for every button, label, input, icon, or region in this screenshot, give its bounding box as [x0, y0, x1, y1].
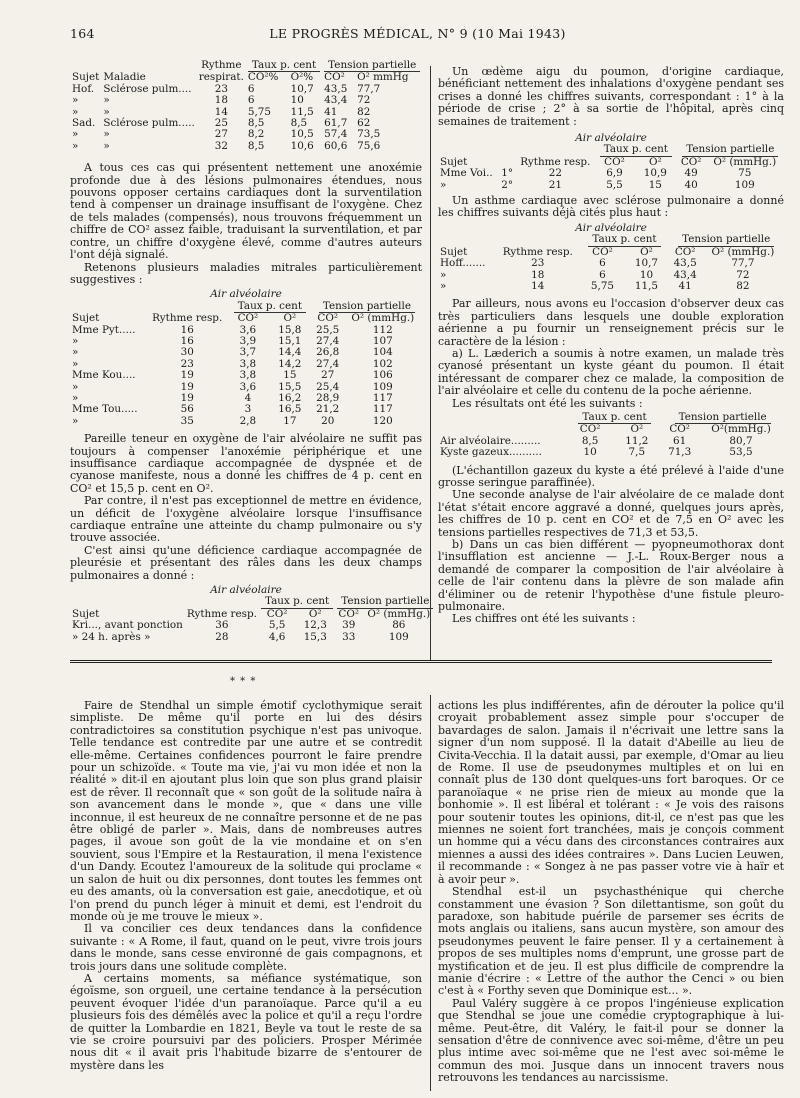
- table-cell: 36: [215, 619, 229, 632]
- table-2-body: [70, 325, 422, 428]
- table-cell: 6: [599, 268, 606, 281]
- table-5-tension-group: Tension partielle: [678, 234, 774, 246]
- table-cell: 22: [548, 167, 562, 180]
- table-cell: 104: [372, 346, 393, 359]
- table-cell: 28: [215, 630, 229, 643]
- lower-left-paragraph-3: A certains moments, sa méfiance systématique, son égoïsme, son orgueil, une certaine tendance à la persécution peuvent évoquer l'idée d'un paranoïaque. Parce qu'il a eu plusieurs fois des démêlés avec la police et qu'il a reçu l'ordre de quitter la Lombardie en 1821, Beyle va tout le reste de sa vie se croire poursuivi par des policiers. Prosper Mérimée nous dit « il avait pris l'habitude bizarre de s'entourer de mystère dans les: [70, 971, 422, 1072]
- table-cell: 19: [180, 391, 194, 404]
- table-header-cell: Rythme resp.: [502, 245, 573, 258]
- table-header-cell: Sujet: [440, 155, 468, 168]
- table-cell: 1°: [501, 167, 514, 180]
- table-cell: 27,4: [316, 357, 340, 370]
- table-cell: 82: [357, 105, 371, 118]
- table-cell: 10: [639, 268, 654, 281]
- table-cell: 16,5: [278, 403, 302, 416]
- table-cell: 16: [180, 323, 194, 336]
- table-cell: 33: [342, 630, 356, 643]
- table-cell: »: [72, 357, 79, 370]
- table-header-cell: Sujet: [72, 71, 100, 84]
- table-cell: 8,5: [247, 139, 265, 152]
- table-cell: 5,5: [606, 178, 623, 191]
- table-cell: »: [103, 94, 110, 107]
- table-6-taux-group: Taux p. cent: [578, 412, 650, 424]
- table-cell: 77,7: [357, 82, 381, 95]
- table-header-cell: CO²: [669, 423, 690, 436]
- table-cell: 23: [531, 257, 545, 270]
- right-paragraph-1: Un œdème aigu du poumon, d'origine cardiaque, bénéficiant nettement des inhalations d'oxygène pendant ses crises a donné les chiffres suivants, correspondant : 1° à la période de crise ; 2° à sa sortie de l'hôpital, après cinq semaines de traitement :: [438, 65, 784, 128]
- table-cell: 73,5: [357, 128, 381, 141]
- table-cell: 16: [180, 334, 194, 347]
- table-cell: 8,5: [581, 434, 599, 447]
- table-header-cell: O²: [630, 423, 644, 436]
- table-cell: 56: [180, 403, 194, 416]
- table-header-cell: Rythme resp.: [186, 607, 257, 620]
- table-header-cell: Sujet: [440, 245, 468, 258]
- table-cell: 15,5: [278, 380, 302, 393]
- table-cell: 39: [342, 619, 356, 632]
- table-1-tension-group: Tension partielle: [324, 60, 420, 72]
- table-3-body: [70, 620, 435, 643]
- right-paragraph-8: b) Dans un cas bien différent — pyopneumothorax dont l'insufflation est ancienne — J.-L. Roux-Berger nous a demandé de comparer la composition de l'air alvéolaire à celle de l'air contenu dans la plèvre de son malade afin d'éliminer ou de retenir l'hypothèse d'une fistule pleuro-pulmonaire.: [438, 538, 784, 614]
- table-cell: 107: [372, 334, 393, 347]
- right-paragraph-7: Une seconde analyse de l'air alvéolaire de ce malade dont l'état s'était encore aggravé a donné, quelques jours après, les chiffres de 10 p. cent en CO² et de 7,5 en O² avec les tensions partielles respectives de 71,3 et 53,5.: [438, 488, 784, 539]
- table-cell: 109: [372, 380, 393, 393]
- table-cell: 3,7: [239, 346, 257, 359]
- table-cell: »: [440, 279, 447, 292]
- table-cell: 43,4: [673, 268, 697, 281]
- table-2-taux-group: Taux p. cent: [234, 301, 306, 313]
- table-header-cell: CO²: [266, 607, 288, 620]
- table-cell: 19: [180, 380, 194, 393]
- table-cell: 19: [180, 369, 194, 382]
- table-cell: 62: [357, 117, 371, 130]
- table-cell: 10,5: [290, 128, 314, 141]
- table-cell: 75,6: [357, 139, 381, 152]
- table-cell: 18: [214, 94, 228, 107]
- table-row: [70, 141, 422, 152]
- table-header-cell: CO²: [324, 71, 345, 84]
- table-2: [70, 301, 422, 427]
- table-cell: 27: [321, 369, 335, 382]
- right-paragraph-2: Un asthme cardiaque avec sclérose pulmonaire a donné les chiffres suivants déjà cités plus haut :: [438, 194, 784, 220]
- table-cell: 3,9: [239, 334, 257, 347]
- table-cell: 41: [324, 105, 338, 118]
- table-cell: Kyste gazeux..........: [440, 446, 542, 459]
- table-1-body: [70, 84, 422, 152]
- page-number: 164: [70, 26, 95, 41]
- table-cell: 61: [673, 434, 687, 447]
- table-header-cell: CO²: [338, 607, 360, 620]
- table-cell: 18: [531, 268, 545, 281]
- table-cell: 23: [180, 357, 194, 370]
- table-header-cell: CO²: [592, 245, 613, 258]
- table-cell: 112: [372, 323, 393, 336]
- table-cell: 49: [684, 167, 698, 180]
- table-header-cell: O²: [283, 312, 297, 325]
- table-cell: 17: [283, 414, 297, 427]
- table-4-taux-group: Taux p. cent: [600, 144, 672, 156]
- table-cell: Hof.: [72, 82, 95, 95]
- table-cell: 32: [214, 139, 228, 152]
- table-cell: 10,7: [634, 257, 659, 270]
- table-cell: 82: [736, 279, 750, 292]
- table-cell: 10: [290, 94, 304, 107]
- table-cell: 23: [214, 82, 228, 95]
- table-header-cell: CO²: [317, 312, 339, 325]
- table-cell: 28,9: [316, 391, 340, 404]
- table-cell: »: [72, 380, 79, 393]
- lower-right-paragraph-1: actions les plus indifférentes, afin de dérouter la police qu'il croyait probablement assez simple pour s'occuper de bavardages de salon. Jamais il n'écrivait une lettre sans la signer d'un nom supposé. Il la datait d'Abeille au lieu de Civita-Vecchia. Il la datait aussi, par exemple, d'Omar au lieu de Rome. Il use de pseudonymes multiples et on lui en connaît plus de 130 dont quelques-uns fort baroques. Or ce paranoïaque « ne prise rien de mieux au monde que la bonhomie ». Il est libéral et tolérant : « Je vois des raisons pour soutenir toutes les opinions, dit-il, ce n'est pas que les miennes ne soient fort tranchées, mais je conçois comment un homme qui a vécu dans des circonstances contraires aux miennes a aussi des idées contraires ». Dans Lucien Leuwen, il recommande : « Songez à ne pas passer votre vie à haïr et à avoir peur ».: [438, 699, 784, 886]
- table-4-caption: Air alvéolaire: [575, 132, 647, 145]
- table-cell: 14,4: [278, 346, 302, 359]
- lower-right-column: [438, 700, 784, 1085]
- table-cell: 14: [531, 279, 545, 292]
- table-row: [70, 416, 422, 427]
- left-paragraph-5: C'est ainsi qu'une déficience cardiaque accompagnée de pleurésie et présentant des râles dans les deux champs pulmonaires a donné :: [70, 543, 422, 582]
- table-cell: Kri..., avant ponction: [72, 619, 183, 632]
- table-6-body: [438, 436, 784, 459]
- table-cell: »: [72, 346, 79, 359]
- table-cell: 120: [372, 414, 393, 427]
- left-paragraph-1: A tous ces cas qui présentent nettement une anoxémie profonde due à des lésions pulmonaires étendues, nous pouvons opposer certains cardiaques dont la surventilation tend à compenser un drainage insuffisant de l'oxygène. Chez de tels malades (compensés), nous trouvons fréquemment un chiffre de CO² assez faible, traduisant la surventilation, et par contre, un chiffre d'oxygène élevé, comme d'autres auteurs l'ont déjà signalé.: [70, 161, 422, 262]
- table-cell: 15: [283, 369, 297, 382]
- table-header-cell: O² mmHg: [357, 71, 409, 84]
- table-cell: »: [72, 334, 79, 347]
- table-cell: 86: [392, 619, 406, 632]
- table-cell: 25: [214, 117, 228, 130]
- table-cell: 4: [244, 391, 252, 404]
- table-cell: »: [72, 105, 79, 118]
- table-cell: 6: [247, 94, 255, 107]
- table-5-body: [438, 258, 784, 292]
- table-cell: 15,8: [278, 323, 302, 336]
- table-header-cell: O²: [308, 607, 322, 620]
- table-2-caption: Air alvéolaire: [210, 288, 282, 301]
- table-cell: 3,8: [239, 369, 257, 382]
- table-header-cell: O²: [648, 155, 662, 168]
- table-header-cell: Maladie: [103, 71, 146, 84]
- table-header-cell: Sujet: [72, 607, 100, 620]
- table-cell: 61,7: [324, 117, 348, 130]
- table-cell: 10,9: [643, 167, 667, 180]
- column-divider: [430, 66, 431, 660]
- table-cell: Sclérose pulm....: [103, 82, 192, 95]
- table-header-cell: CO²: [674, 245, 696, 258]
- table-cell: 3,6: [239, 380, 257, 393]
- table-cell: 30: [180, 346, 194, 359]
- table-cell: »: [72, 94, 79, 107]
- left-column-top: [70, 59, 431, 643]
- table-header-cell: CO²%: [247, 71, 279, 84]
- table-cell: Sclérose pulm.....: [103, 117, 195, 130]
- table-cell: Mme Voi..: [440, 167, 493, 180]
- lower-right-paragraph-2: Stendhal est-il un psychasthénique qui cherche constamment une évasion ? Son dilettantisme, son goût du paradoxe, son habitude puérile de parsemer ses écrits de mots anglais ou italiens, sans aucun mystère, son amour des pseudonymes peuvent le faire penser. Il y a certainement à propos de ses multiples noms d'emprunt, une grosse part de mystification et de jeu. Il est plus difficile de comprendre la manie d'écrire : « Lettre of the author the Cenci » ou bien c'est à « Forthy seven que Dominique est... ».: [438, 885, 784, 998]
- table-header-cell: O² (mmHg.): [351, 312, 415, 325]
- table-cell: 11,5: [634, 279, 659, 292]
- table-cell: »: [72, 414, 79, 427]
- table-3-tension-group: Tension partielle: [337, 596, 433, 608]
- table-cell: 7,5: [628, 446, 646, 459]
- table-cell: 20: [321, 414, 335, 427]
- table-cell: 106: [372, 369, 393, 382]
- table-cell: 8,5: [290, 117, 308, 130]
- table-cell: 109: [734, 178, 755, 191]
- table-6: [438, 412, 784, 459]
- table-header-cell: O²%: [290, 71, 314, 84]
- table-row: [438, 168, 784, 179]
- table-cell: 43,5: [673, 257, 697, 270]
- table-cell: 6: [247, 82, 255, 95]
- right-paragraph-5: Les résultats ont été les suivants :: [452, 396, 643, 410]
- right-paragraph-9: Les chiffres ont été les suivants :: [452, 612, 636, 626]
- table-1-rythme-head: Rythme: [201, 59, 242, 71]
- table-header-cell: CO²: [604, 155, 625, 168]
- table-cell: 5,75: [590, 279, 615, 292]
- table-cell: »: [72, 139, 79, 152]
- table-2-tension-group: Tension partielle: [319, 301, 415, 313]
- table-header-cell: O² (mmHg.): [713, 155, 777, 168]
- running-title: LE PROGRÈS MÉDICAL, N° 9 (10 Mai 1943): [269, 26, 566, 41]
- section-stars: * * *: [230, 676, 257, 687]
- table-cell: 27,4: [316, 334, 340, 347]
- lower-left-column: [70, 700, 422, 1072]
- table-cell: 27: [214, 128, 228, 141]
- table-header-cell: CO²: [237, 312, 259, 325]
- table-4-body: [438, 168, 784, 191]
- table-cell: »: [72, 391, 79, 404]
- table-cell: 102: [372, 357, 393, 370]
- table-3-taux-group: Taux p. cent: [261, 596, 333, 608]
- table-header-cell: respirat.: [198, 71, 244, 84]
- table-row: [70, 620, 435, 631]
- table-cell: 11,5: [290, 105, 314, 118]
- table-cell: 10: [583, 446, 597, 459]
- table-cell: 6: [599, 257, 606, 270]
- table-4-tension-group: Tension partielle: [682, 144, 778, 156]
- table-1-taux-group: Taux p. cent: [248, 60, 320, 72]
- table-cell: 25,4: [316, 380, 340, 393]
- table-cell: 43,4: [324, 94, 348, 107]
- table-cell: 15: [648, 178, 662, 191]
- table-cell: 21: [548, 178, 562, 191]
- table-row: [438, 447, 784, 458]
- table-cell: 4,6: [268, 630, 286, 643]
- right-paragraph-3: Par ailleurs, nous avons eu l'occasion d'observer deux cas très particuliers dans lesquels une double exploration aérienne a pu fournir un renseignement précis sur le caractère de la lésion :: [438, 297, 784, 348]
- table-cell: 2,8: [239, 414, 257, 427]
- table-cell: 5,75: [247, 105, 272, 118]
- table-cell: 10,6: [290, 139, 314, 152]
- table-cell: 72: [736, 268, 750, 281]
- table-cell: Hoff.......: [440, 257, 486, 270]
- table-cell: »: [440, 268, 447, 281]
- table-cell: 26,8: [316, 346, 340, 359]
- right-column-top: [438, 66, 784, 626]
- table-cell: Mme Tou.....: [72, 403, 138, 416]
- table-cell: Air alvéolaire.........: [440, 434, 541, 447]
- right-paragraph-6: (L'échantillon gazeux du kyste a été prélevé à l'aide d'une grosse seringue paraffinée).: [438, 463, 784, 489]
- table-cell: 15,3: [303, 630, 327, 643]
- table-cell: Mme Kou....: [72, 369, 136, 382]
- table-cell: 43,5: [324, 82, 348, 95]
- table-cell: »: [103, 139, 110, 152]
- section-divider: [70, 660, 772, 663]
- table-cell: 77,7: [731, 257, 755, 270]
- table-cell: 3,6: [239, 323, 257, 336]
- table-5: [438, 234, 784, 292]
- table-header-cell: O² (mmHg.): [367, 607, 431, 620]
- table-row: [438, 180, 784, 191]
- table-cell: 11,2: [625, 434, 649, 447]
- left-paragraph-4: Par contre, il n'est pas exceptionnel de mettre en évidence, un déficit de l'oxygène alvéolaire lorsque l'insuffisance cardiaque entraîne une atteinte du champ pulmonaire ou s'y trouve associée.: [70, 494, 422, 545]
- table-cell: 5,5: [268, 619, 286, 632]
- lower-right-paragraph-3: Paul Valéry suggère à ce propos l'ingénieuse explication que Stendhal se joue une comédie cryptographique à lui-même. Peut-être, dit Valéry, le fait-il pour se donner la sensation d'être de connivence avec soi-même, d'être un peu plus intime avec soi-même que ne l'est avec soi-même le commun des moi. Jusque dans un innocent travers nous retrouvons les tendances au narcissisme.: [438, 996, 784, 1085]
- table-row: [70, 632, 435, 643]
- table-cell: 15,1: [278, 334, 302, 347]
- table-cell: 16,2: [278, 391, 302, 404]
- table-cell: »: [440, 178, 447, 191]
- table-header-cell: CO²: [579, 423, 601, 436]
- table-header-cell: Rythme resp.: [520, 155, 591, 168]
- table-5-caption: Air alvéolaire: [575, 221, 647, 234]
- table-cell: Sad.: [72, 117, 96, 130]
- table-cell: 3,8: [239, 357, 257, 370]
- table-row: [438, 281, 784, 292]
- table-6-tension-group: Tension partielle: [675, 412, 771, 424]
- table-cell: 109: [388, 630, 409, 643]
- table-row: [70, 370, 422, 381]
- table-cell: 10,7: [290, 82, 314, 95]
- table-cell: »: [72, 128, 79, 141]
- table-cell: 12,3: [303, 619, 327, 632]
- table-cell: 25,5: [316, 323, 340, 336]
- table-header-cell: Sujet: [72, 312, 100, 325]
- page-header: [70, 28, 765, 46]
- column-divider-lower: [430, 695, 431, 1091]
- table-cell: 14,2: [278, 357, 302, 370]
- table-cell: 21,2: [316, 403, 340, 416]
- table-cell: 41: [678, 279, 692, 292]
- table-cell: Mme Pyt.....: [72, 323, 136, 336]
- table-header-cell: O² (mmHg.): [711, 245, 775, 258]
- table-cell: 40: [684, 178, 698, 191]
- table-cell: 53,5: [729, 446, 753, 459]
- table-header-cell: Rythme resp.: [152, 312, 223, 325]
- table-header-cell: O²(mmHg.): [711, 423, 771, 436]
- table-cell: 35: [180, 414, 194, 427]
- table-cell: 2°: [501, 178, 514, 191]
- table-cell: 60,6: [324, 139, 348, 152]
- table-cell: 6,9: [606, 167, 623, 180]
- table-header-cell: CO²: [680, 155, 702, 168]
- table-cell: » 24 h. après »: [72, 630, 151, 643]
- lower-left-paragraph-1: Faire de Stendhal un simple émotif cyclothymique serait simpliste. De même qu'il porte en lui des désirs contradictoires sa constitution psychique n'est pas univoque. Telle tendance est contredite par une autre et se contredit elle-même. Certaines confidences pourront le faire prendre pour un schizoïde. « Toute ma vie, j'ai vu mon idée et non la réalité » dit-il en ajoutant plus loin que son plus grand plaisir est de rêver. Il reconnaît que « son goût de la solitude naîra à son avancement dans le monde », que « dans une ville inconnue, il est heureux de ne connaître personne et de ne pas être obligé de parler ». Mais, dans de nombreuses autres pages, il avoue son goût de la vie mondaine et on s'en souvient, sous l'Empire et la Restauration, il mena l'existence d'un Dandy. Ecoutez l'amoureux de la solitude qui proclame « un salon de huit ou dix personnes, dont toutes les femmes ont eu des amants, où la conversation est gaie, anecdotique, et où l'on prend du punch léger à minuit et demi, est l'endroit du monde où je me trouve le mieux ».: [70, 699, 422, 923]
- table-cell: 71,3: [668, 446, 692, 459]
- table-header-cell: O²: [640, 245, 653, 258]
- table-cell: 117: [372, 403, 393, 416]
- table-cell: 80,7: [729, 434, 753, 447]
- table-4: [438, 144, 784, 191]
- table-cell: 117: [372, 391, 393, 404]
- table-5-taux-group: Taux p. cent: [588, 234, 660, 246]
- table-cell: »: [103, 128, 110, 141]
- lower-left-paragraph-2: Il va concilier ces deux tendances dans la confidence suivante : « A Rome, il faut, quand on le peut, vivre trois jours dans le monde, sans cesse environné de gais compagnons, et trois jours dans une solitude complète.: [70, 922, 422, 973]
- table-cell: 8,5: [247, 117, 265, 130]
- table-cell: 75: [738, 167, 752, 180]
- table-3: [70, 596, 435, 643]
- table-cell: 57,4: [324, 128, 348, 141]
- table-row: [438, 258, 784, 269]
- table-1: [70, 60, 422, 152]
- table-cell: 14: [214, 105, 228, 118]
- table-cell: 3: [244, 403, 252, 416]
- table-cell: 8,2: [247, 128, 265, 141]
- left-paragraph-2: Retenons plusieurs maladies mitrales particulièrement suggestives :: [70, 260, 422, 286]
- table-3-caption: Air alvéolaire: [210, 584, 282, 597]
- table-row: [70, 95, 422, 106]
- right-paragraph-4: a) L. Læderich a soumis à notre examen, un malade très cyanosé présentant un kyste géant du poumon. Il était intéressant de comparer chez ce malade, la composition de l'air alvéolaire et celle du contenu de la poche aérienne.: [438, 346, 784, 398]
- table-cell: 72: [357, 94, 371, 107]
- left-paragraph-3: Pareille teneur en oxygène de l'air alvéolaire ne suffit pas toujours à compenser l'anoxémie périphérique et une insuffisance cardiaque accompagnée de dyspnée et de cyanose manifeste, nous a donné les chiffres de 4 p. cent en CO² et 15,5 p. cent en O².: [70, 432, 422, 495]
- table-cell: »: [103, 105, 110, 118]
